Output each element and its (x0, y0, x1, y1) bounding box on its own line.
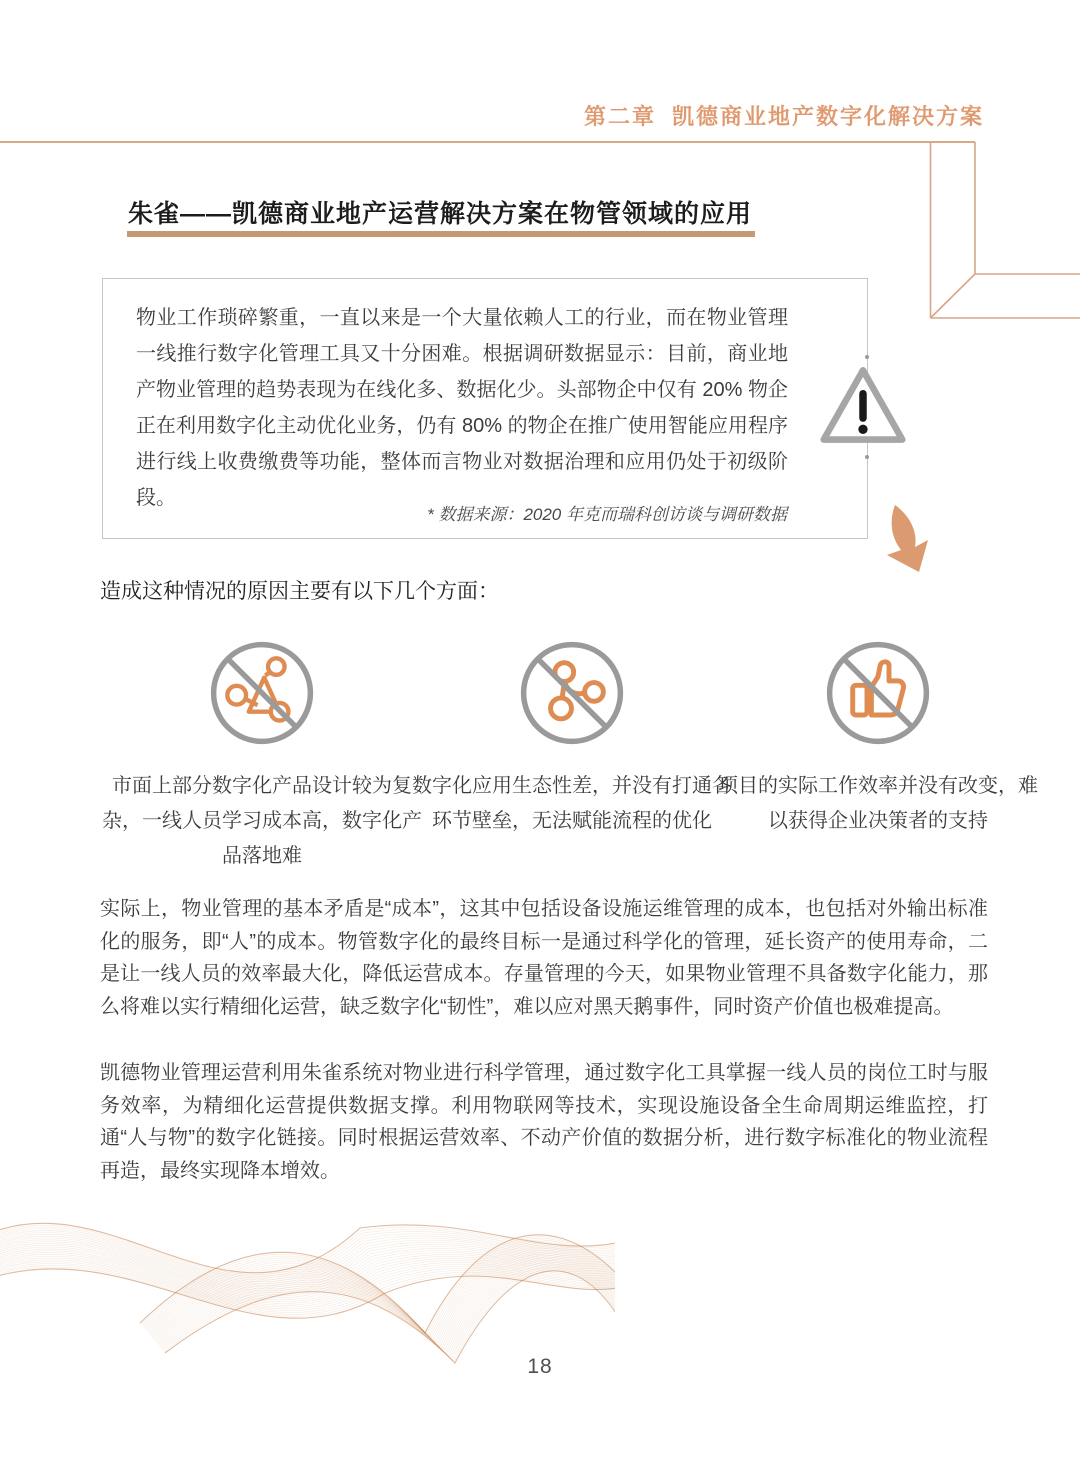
callout-text: 物业工作琐碎繁重，一直以来是一个大量依赖人工的行业，而在物业管理一线推行数字化管理工具又十分困难。根据调研数据显示：目前，商业地产物业管理的趋势表现为在线化多、数据化少。头部物企中仅有 20% 物企正在利用数字化主动优化业务，仍有 80% 的物企在推广使用智能应用程序进行线上收费缴费等功能，整体而言物业对数据治理和应用仍处于初级阶段。 (136, 307, 788, 509)
reason-text: 市面上部分数字化产品设计较为复杂，一线人员学习成本高，数字化产品落地难 (102, 775, 422, 867)
corner-wireframe-decoration (929, 142, 1080, 322)
page-title: 朱雀——凯德商业地产运营解决方案在物管领域的应用 (128, 200, 753, 228)
wave-decoration (0, 1198, 615, 1366)
border-dot-bottom (865, 455, 869, 459)
chapter-title: 凯德商业地产数字化解决方案 (671, 104, 984, 129)
no-ecosystem-link-icon (517, 638, 627, 753)
exclamation-triangle-icon (816, 360, 910, 448)
callout-box (102, 278, 868, 539)
reason-text: 项目的实际工作效率并没有改变，难以获得企业决策者的支持 (718, 775, 1038, 832)
page-number: 18 (527, 1355, 553, 1378)
no-complex-product-icon (207, 638, 317, 753)
body-paragraph-1: 实际上，物业管理的基本矛盾是“成本”，这其中包括设备设施运维管理的成本，也包括对外输出标准化的服务，即“人”的成本。物管数字化的最终目标一是通过科学化的管理，延长资产的使用寿命，二是让一线人员的效率最大化，降低运营成本。存量管理的今天，如果物业管理不具备数字化能力，那么将难以实行精细化运营，缺乏数字化“韧性”，难以应对黑天鹅事件，同时资产价值也极难提高。 (100, 898, 988, 1018)
reason-text: 数字化应用生态性差，并没有打通各环节壁垒，无法赋能流程的优化 (412, 775, 732, 832)
no-thumbs-up-icon (823, 638, 933, 753)
reasons-lead: 造成这种情况的原因主要有以下几个方面： (100, 580, 499, 603)
reason-column-3 (718, 638, 1038, 839)
border-dot-top (865, 355, 869, 359)
chapter-number: 第二章 (583, 104, 656, 129)
reason-column-2 (412, 638, 732, 839)
chapter-header (584, 100, 984, 131)
body-paragraph-2: 凯德物业管理运营利用朱雀系统对物业进行科学管理，通过数字化工具掌握一线人员的岗位工时与服务效率，为精细化运营提供数据支撑。利用物联网等技术，实现设施设备全生命周期运维监控，打通“人与物”的数字化链接。同时根据运营效率、不动产价值的数据分析，进行数字标准化的物业流程再造，最终实现降本增效。 (100, 1062, 988, 1182)
callout-source: * 数据来源：2020 年克而瑞科创访谈与调研数据 (427, 505, 787, 524)
title-underline (127, 231, 755, 237)
curved-arrow-down-icon (881, 504, 939, 574)
header-rule (0, 141, 975, 143)
reason-column-1 (102, 638, 422, 874)
